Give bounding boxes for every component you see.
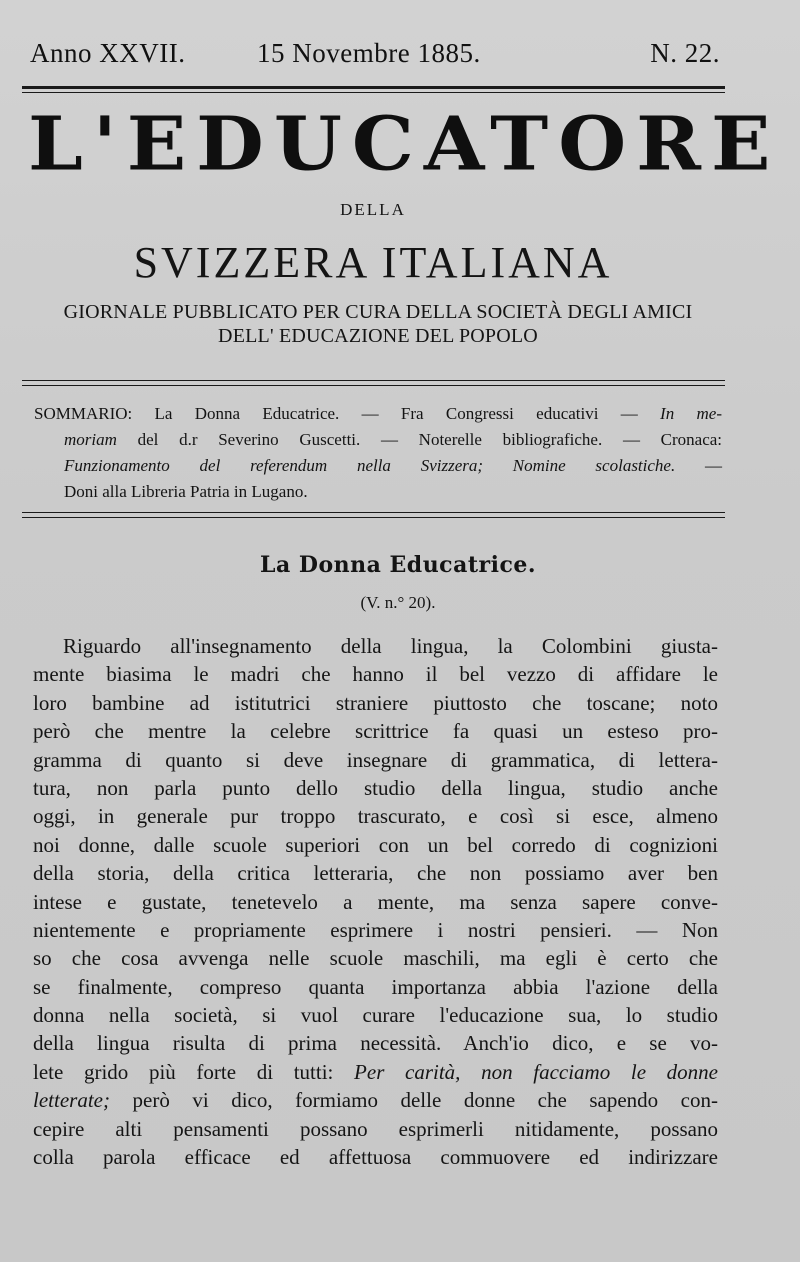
- body-line: lete grido più forte di tutti: Per carità, non facciamo le donne: [33, 1059, 718, 1084]
- body-line: letterate; però vi dico, formiamo delle donne che sapendo con-: [33, 1088, 718, 1113]
- body-line: noi donne, dalle scuole superiori con un bel corredo di cognizioni: [33, 832, 718, 857]
- issue-date: 15 Novembre 1885.: [257, 38, 481, 68]
- sommario-line-4: Doni alla Libreria Patria in Lugano.: [64, 482, 308, 501]
- sommario-line-3: Funzionamento del referendum nella Svizzera; Nomine scolastiche. —: [64, 456, 722, 475]
- body-line: so che cosa avvenga nelle scuole maschili, ma egli è certo che: [33, 946, 718, 971]
- subtitle-line-1: GIORNALE PUBBLICATO PER CURA DELLA SOCIETÀ DEGLI AMICI: [63, 301, 693, 323]
- body-line: tura, non parla punto dello studio della lingua, studio anche: [33, 775, 718, 800]
- subtitle-line-2: DELL' EDUCAZIONE DEL POPOLO: [218, 325, 538, 347]
- body-line: della lingua risulta di prima necessità. Anch'io dico, e se vo-: [33, 1031, 718, 1056]
- masthead-region: SVIZZERA ITALIANA: [133, 238, 613, 287]
- body-line: gramma di quanto si deve insegnare di grammatica, di lettera-: [33, 747, 718, 772]
- issue-year: Anno XXVII.: [30, 38, 186, 68]
- article-body: [33, 632, 718, 1171]
- issue-number: N. 22.: [650, 38, 720, 68]
- body-line: se finalmente, compreso quanta importanza abbia l'azione della: [33, 974, 718, 999]
- body-line: però che mentre la celebre scrittrice fa quasi un esteso pro-: [33, 719, 718, 744]
- body-line: donna nella società, si vuol curare l'educazione sua, lo studio: [33, 1003, 718, 1028]
- body-line: Riguardo all'insegnamento della lingua, la Colombini giusta-: [63, 634, 718, 658]
- sommario-rule-top-2: [22, 385, 725, 386]
- body-line: colla parola efficace ed affettuosa commuovere ed indirizzare: [33, 1145, 718, 1170]
- sommario-line-1: SOMMARIO: La Donna Educatrice. — Fra Congressi educativi — In me-: [34, 404, 722, 423]
- sommario-line-2: moriam del d.r Severino Guscetti. — Noterelle bibliografiche. — Cronaca:: [64, 430, 723, 449]
- body-line: della storia, della critica letteraria, che non possiamo aver ben: [33, 861, 718, 886]
- masthead-della: DELLA: [340, 200, 406, 219]
- issue-header: [30, 38, 720, 78]
- body-line: oggi, in generale pur troppo trascurato, e così si esce, almeno: [33, 804, 718, 829]
- sommario-rule-bottom-1: [22, 512, 725, 513]
- table-of-contents: [34, 401, 722, 505]
- body-line: cepire alti pensamenti possano esprimerli nitidamente, possano: [33, 1116, 718, 1141]
- sommario-rule-bottom-2: [22, 517, 725, 518]
- article-title: La Donna Educatrice.: [260, 552, 536, 578]
- header-rule-bottom: [22, 92, 725, 93]
- masthead-title: L'EDUCATORE: [28, 101, 781, 188]
- body-line: intese e gustate, tenetevelo a mente, ma senza sapere conve-: [33, 889, 718, 914]
- body-line: nientemente e propriamente esprimere i nostri pensieri. — Non: [33, 917, 718, 942]
- body-line: mente biasima le madri che hanno il bel vezzo di affidare le: [33, 662, 718, 687]
- body-line: loro bambine ad istitutrici straniere piuttosto che toscane; noto: [33, 690, 718, 715]
- article-continuation-note: (V. n.° 20).: [360, 593, 436, 612]
- sommario-rule-top-1: [22, 380, 725, 381]
- sommario-label: SOMMARIO:: [34, 404, 133, 423]
- masthead-subtitle: [28, 300, 728, 348]
- header-rule-top: [22, 86, 725, 89]
